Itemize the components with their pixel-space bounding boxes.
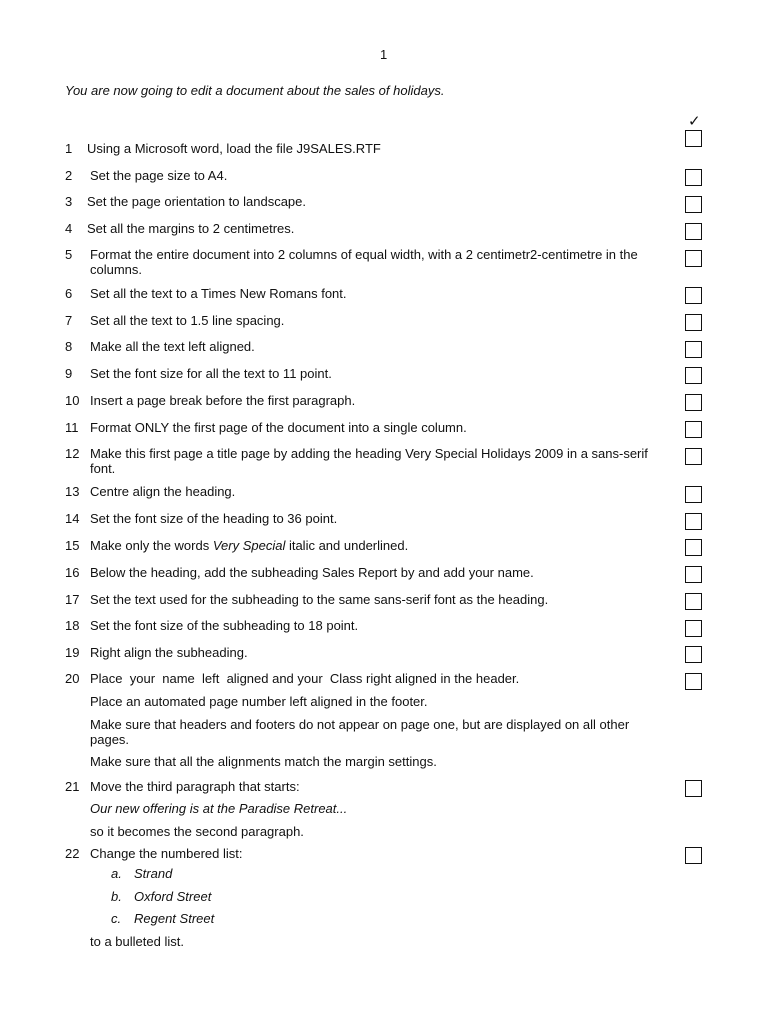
task-number: 22 [65, 846, 80, 861]
task-text: Move the third paragraph that starts: [90, 779, 300, 794]
task-number: 10 [65, 393, 80, 408]
task-checkbox[interactable] [685, 566, 702, 583]
task-text: Set all the text to 1.5 line spacing. [90, 313, 285, 328]
task-number: 19 [65, 645, 80, 660]
task-number: 4 [65, 221, 73, 236]
task-checkbox[interactable] [685, 367, 702, 384]
task-text: Make this first page a title page by adding the heading Very Special Holidays 2009 in a sans-serif font. [90, 446, 648, 476]
task-checkbox[interactable] [685, 448, 702, 465]
task-checkbox[interactable] [685, 847, 702, 864]
list-marker: a. [111, 866, 122, 881]
task-text: Set all the margins to 2 centimetres. [87, 221, 295, 236]
list-item: Strand [134, 866, 173, 881]
task-text: Place your name left aligned and your Class right aligned in the header. [90, 671, 520, 686]
task-italic-line: Our new offering is at the Paradise Retreat... [90, 801, 348, 816]
task-checkbox[interactable] [685, 780, 702, 797]
task-number: 13 [65, 484, 80, 499]
task-text: Set the page orientation to landscape. [87, 194, 306, 209]
task-number: 6 [65, 286, 73, 301]
task-text: Make all the text left aligned. [90, 339, 255, 354]
list-marker: b. [111, 889, 122, 904]
task-number: 1 [65, 141, 73, 156]
task-text: Right align the subheading. [90, 645, 248, 660]
task-number: 16 [65, 565, 80, 580]
task-checkbox[interactable] [685, 223, 702, 240]
task-checkbox[interactable] [685, 620, 702, 637]
task-checkbox[interactable] [685, 421, 702, 438]
task-number: 3 [65, 194, 73, 209]
task-text: Set the font size for all the text to 11 point. [90, 366, 332, 381]
task-subtext: Make sure that all the alignments match the margin settings. [90, 754, 437, 769]
task-number: 14 [65, 511, 80, 526]
task-checkbox[interactable] [685, 486, 702, 503]
task-text: Set all the text to a Times New Romans font. [90, 286, 347, 301]
task-checkbox[interactable] [685, 341, 702, 358]
task-number: 18 [65, 618, 80, 633]
task-checkbox[interactable] [685, 673, 702, 690]
tick-header-icon: ✓ [688, 113, 701, 130]
task-checkbox[interactable] [685, 394, 702, 411]
task-text: Set the font size of the subheading to 18 point. [90, 618, 359, 633]
task-text: Change the numbered list: [90, 846, 243, 861]
list-marker: c. [111, 911, 122, 926]
task-checkbox[interactable] [685, 287, 702, 304]
task-number: 15 [65, 538, 80, 553]
task-text-italic: Very Special [212, 538, 286, 553]
task-subtext: Make sure that headers and footers do not appear on page one, but are displayed on all other pages. [90, 717, 630, 747]
intro-text: You are now going to edit a document about the sales of holidays. [65, 83, 445, 98]
task-text: Set the font size of the heading to 36 point. [90, 511, 338, 526]
task-checkbox[interactable] [685, 593, 702, 610]
task-text: Below the heading, add the subheading Sales Report by and add your name. [90, 565, 534, 580]
task-number: 7 [65, 313, 73, 328]
task-subtext: Place an automated page number left aligned in the footer. [90, 694, 428, 709]
task-number: 21 [65, 779, 80, 794]
list-item: Oxford Street [134, 889, 212, 904]
task-subtext: to a bulleted list. [90, 934, 184, 949]
task-checkbox[interactable] [685, 646, 702, 663]
task-text: Set the page size to A4. [90, 168, 228, 183]
task-number: 8 [65, 339, 73, 354]
task-text: Format the entire document into 2 columns of equal width, with a 2 centimetr2-centimetre in the columns. [90, 247, 638, 277]
task-checkbox[interactable] [685, 130, 702, 147]
task-checkbox[interactable] [685, 169, 702, 186]
task-number: 20 [65, 671, 80, 686]
task-checkbox[interactable] [685, 539, 702, 556]
page-number: 1 [380, 47, 388, 62]
task-text: Set the text used for the subheading to the same sans-serif font as the heading. [90, 592, 549, 607]
task-number: 12 [65, 446, 80, 461]
task-number: 2 [65, 168, 73, 183]
task-checkbox[interactable] [685, 196, 702, 213]
task-checkbox[interactable] [685, 314, 702, 331]
task-number: 5 [65, 247, 73, 262]
task-checkbox[interactable] [685, 513, 702, 530]
task-number: 9 [65, 366, 73, 381]
task-text: Format ONLY the first page of the document into a single column. [90, 420, 467, 435]
task-text: Centre align the heading. [90, 484, 236, 499]
task-text: Insert a page break before the first paragraph. [90, 393, 356, 408]
task-number: 17 [65, 592, 80, 607]
list-item: Regent Street [134, 911, 215, 926]
task-checkbox[interactable] [685, 250, 702, 267]
task-subtext: so it becomes the second paragraph. [90, 824, 304, 839]
task-text-part: italic and underlined. [285, 538, 409, 553]
task-number: 11 [65, 420, 79, 435]
task-text-part: Make only the words [90, 538, 213, 553]
task-text: Using a Microsoft word, load the file J9SALES.RTF [87, 141, 381, 156]
task-text [90, 538, 408, 553]
